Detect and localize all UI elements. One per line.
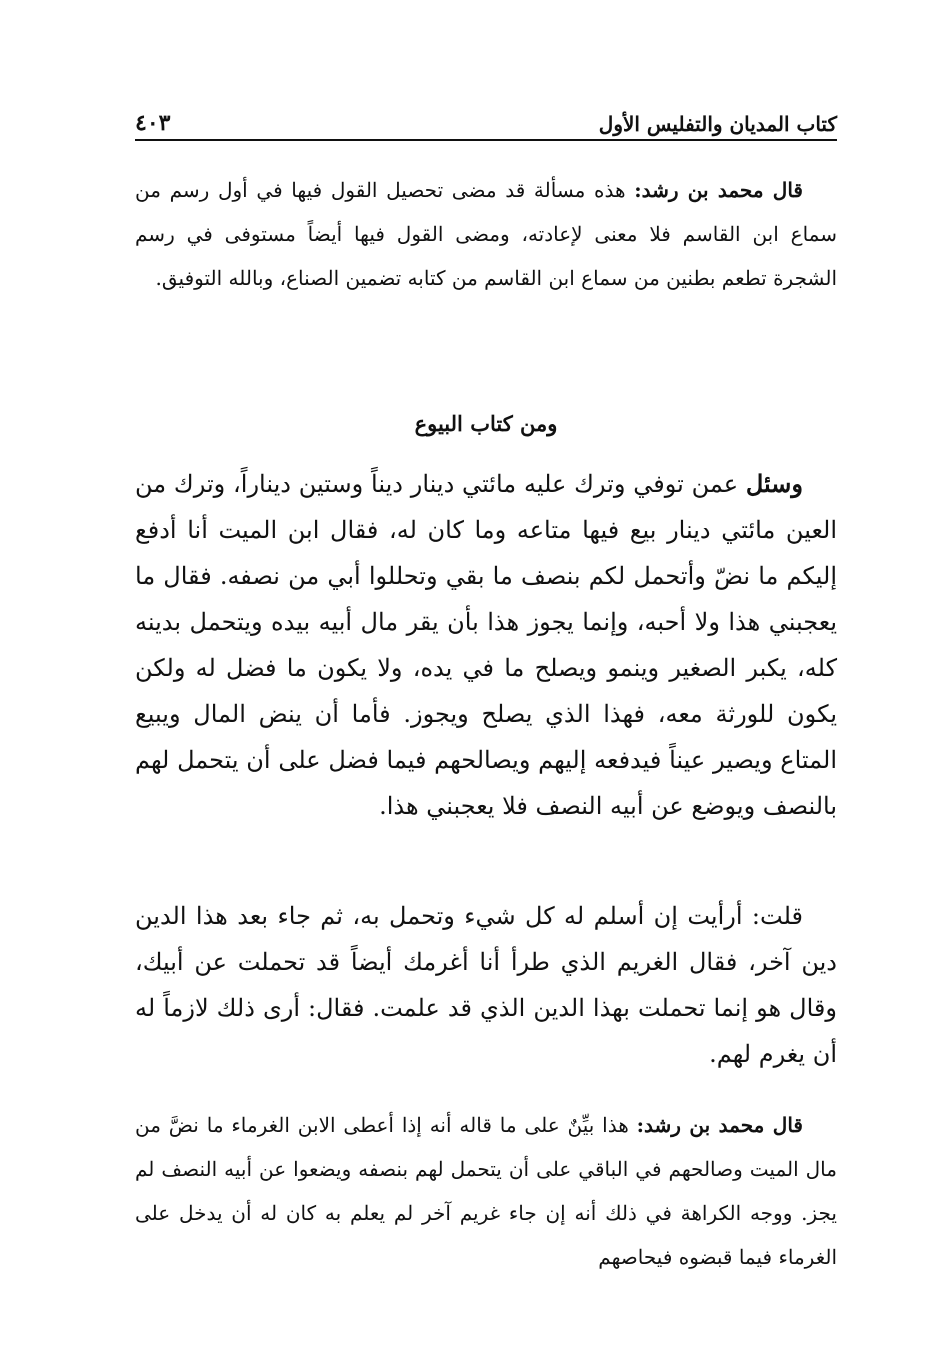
question-paragraph-2	[135, 893, 837, 1077]
commentary-paragraph-2	[135, 1103, 837, 1279]
paragraph-lead: وسئل	[745, 469, 803, 498]
paragraph-lead: قال محمد بن رشد:	[636, 1113, 803, 1137]
running-title: كتاب المديان والتفليس الأول	[598, 112, 837, 136]
paragraph-lead: قال محمد بن رشد:	[634, 178, 803, 202]
running-header	[135, 96, 837, 136]
paragraph-text: عمن توفي وترك عليه مائتي دينار ديناً وستين ديناراً، وترك من العين مائتي دينار بيع فيها متاعه وما كان له، فقال ابن الميت أنا أدفع إليكم ما نضّ وأتحمل لكم بنصف ما بقي وتحللوا أبي من نصفه. فقال ما يعجبني هذا ولا أحبه، وإنما يجوز هذا بأن يقر مال أبيه بيده ويتحمل بدينه كله، يكبر الصغير وينمو ويصلح ما في يده، ولا يكون ما فضل له ولكن يكون للورثة معه، فهذا الذي يصلح ويجوز. فأما أن ينض المال ويبيع المتاع ويصير عيناً فيدفعه إليهم ويصالحهم فيما فضل على أن يتحمل لهم بالنصف ويوضع عن أبيه النصف فلا يعجبني هذا.	[135, 470, 837, 820]
commentary-paragraph-1	[135, 168, 837, 300]
page-number: ٤٠٣	[135, 110, 171, 136]
paragraph-text: هذا بيِّنٌ على ما قاله أنه إذا أعطى الابن الغرماء ما نضَّ من مال الميت وصالحهم في الباقي على أن يتحمل لهم بنصفه ويضعوا عن أبيه النصف لم يجز. ووجه الكراهة في ذلك أنه إن جاء غريم آخر لم يعلم به كان له أن يدخل على الغرماء فيما قبضوه فيحاصهم	[135, 1113, 837, 1269]
section-heading: ومن كتاب البيوع	[414, 411, 558, 436]
paragraph-text: قلت: أرأيت إن أسلم له كل شيء وتحمل به، ثم جاء بعد هذا الدين دين آخر، فقال الغريم الذي طرأ أنا أغرمك أيضاً قد تحملت عن أبيك، وقال هو إنما تحملت بهذا الدين الذي قد علمت. فقال: أرى ذلك لازماً له أن يغرم لهم.	[135, 902, 837, 1068]
header-rule	[135, 139, 837, 141]
question-paragraph-1	[135, 461, 837, 829]
paragraph-text: هذه مسألة قد مضى تحصيل القول فيها في أول رسم من سماع ابن القاسم فلا معنى لإعادته، ومضى القول فيها أيضاً مستوفى في رسم الشجرة تطعم بطنين من سماع ابن القاسم من كتابه تضمين الصناع، وبالله التوفيق.	[135, 178, 837, 290]
